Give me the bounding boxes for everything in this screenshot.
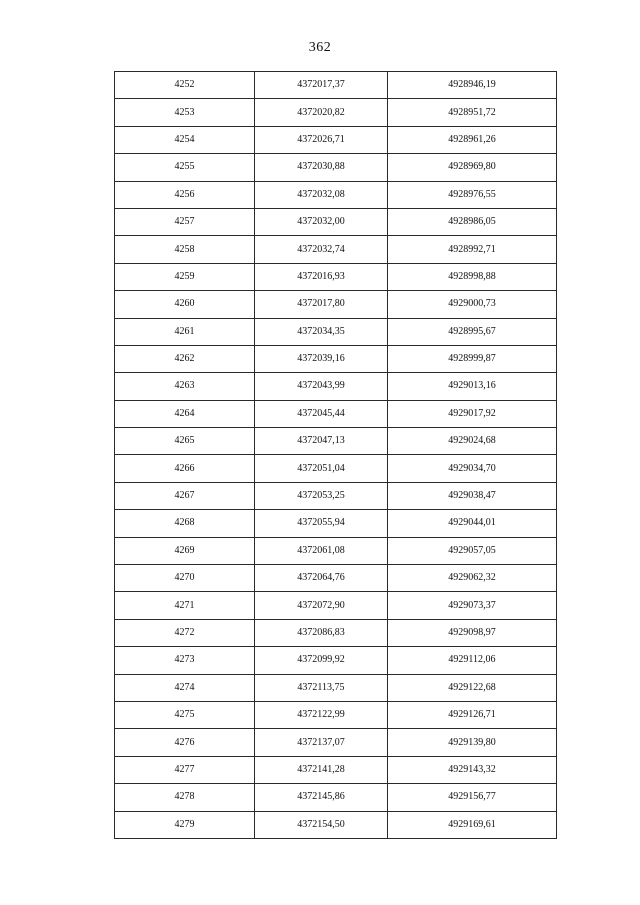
point-number-cell: 4269 (115, 537, 255, 564)
y-coordinate-cell: 4929038,47 (388, 482, 557, 509)
table-row (115, 565, 557, 592)
table-body (115, 72, 557, 839)
y-coordinate-cell: 4929034,70 (388, 455, 557, 482)
table-row (115, 400, 557, 427)
point-number-cell: 4260 (115, 291, 255, 318)
point-number-cell: 4266 (115, 455, 255, 482)
point-number-cell: 4268 (115, 510, 255, 537)
point-number-cell: 4264 (115, 400, 255, 427)
x-coordinate-cell: 4372099,92 (255, 647, 388, 674)
x-coordinate-cell: 4372072,90 (255, 592, 388, 619)
point-number-cell: 4267 (115, 482, 255, 509)
x-coordinate-cell: 4372145,86 (255, 784, 388, 811)
table-row (115, 428, 557, 455)
x-coordinate-cell: 4372154,50 (255, 811, 388, 838)
y-coordinate-cell: 4929062,32 (388, 565, 557, 592)
point-number-cell: 4270 (115, 565, 255, 592)
point-number-cell: 4278 (115, 784, 255, 811)
y-coordinate-cell: 4929139,80 (388, 729, 557, 756)
point-number-cell: 4261 (115, 318, 255, 345)
x-coordinate-cell: 4372064,76 (255, 565, 388, 592)
x-coordinate-cell: 4372113,75 (255, 674, 388, 701)
y-coordinate-cell: 4929024,68 (388, 428, 557, 455)
x-coordinate-cell: 4372039,16 (255, 345, 388, 372)
point-number-cell: 4263 (115, 373, 255, 400)
y-coordinate-cell: 4929057,05 (388, 537, 557, 564)
x-coordinate-cell: 4372020,82 (255, 99, 388, 126)
y-coordinate-cell: 4928998,88 (388, 263, 557, 290)
table-row (115, 592, 557, 619)
y-coordinate-cell: 4929143,32 (388, 756, 557, 783)
point-number-cell: 4275 (115, 701, 255, 728)
x-coordinate-cell: 4372026,71 (255, 126, 388, 153)
table-row (115, 811, 557, 838)
table-row (115, 236, 557, 263)
point-number-cell: 4256 (115, 181, 255, 208)
table-row (115, 482, 557, 509)
table-row (115, 208, 557, 235)
y-coordinate-cell: 4929017,92 (388, 400, 557, 427)
y-coordinate-cell: 4929044,01 (388, 510, 557, 537)
table-row (115, 619, 557, 646)
point-number-cell: 4273 (115, 647, 255, 674)
y-coordinate-cell: 4928999,87 (388, 345, 557, 372)
y-coordinate-cell: 4928961,26 (388, 126, 557, 153)
y-coordinate-cell: 4929169,61 (388, 811, 557, 838)
x-coordinate-cell: 4372032,00 (255, 208, 388, 235)
y-coordinate-cell: 4929156,77 (388, 784, 557, 811)
x-coordinate-cell: 4372043,99 (255, 373, 388, 400)
point-number-cell: 4274 (115, 674, 255, 701)
table-row (115, 181, 557, 208)
table-row (115, 729, 557, 756)
x-coordinate-cell: 4372016,93 (255, 263, 388, 290)
y-coordinate-cell: 4929122,68 (388, 674, 557, 701)
point-number-cell: 4277 (115, 756, 255, 783)
y-coordinate-cell: 4929126,71 (388, 701, 557, 728)
x-coordinate-cell: 4372017,37 (255, 72, 388, 99)
table-row (115, 537, 557, 564)
x-coordinate-cell: 4372032,74 (255, 236, 388, 263)
point-number-cell: 4253 (115, 99, 255, 126)
page-number: 362 (308, 40, 332, 55)
table-row (115, 373, 557, 400)
x-coordinate-cell: 4372032,08 (255, 181, 388, 208)
x-coordinate-cell: 4372017,80 (255, 291, 388, 318)
point-number-cell: 4272 (115, 619, 255, 646)
table-row (115, 154, 557, 181)
point-number-cell: 4265 (115, 428, 255, 455)
point-number-cell: 4262 (115, 345, 255, 372)
coordinates-table (114, 71, 557, 839)
table-row (115, 291, 557, 318)
table-row (115, 318, 557, 345)
table-row (115, 784, 557, 811)
point-number-cell: 4276 (115, 729, 255, 756)
x-coordinate-cell: 4372053,25 (255, 482, 388, 509)
point-number-cell: 4252 (115, 72, 255, 99)
table-row (115, 263, 557, 290)
table-row (115, 756, 557, 783)
x-coordinate-cell: 4372141,28 (255, 756, 388, 783)
point-number-cell: 4279 (115, 811, 255, 838)
table-row (115, 455, 557, 482)
y-coordinate-cell: 4928951,72 (388, 99, 557, 126)
x-coordinate-cell: 4372122,99 (255, 701, 388, 728)
y-coordinate-cell: 4928986,05 (388, 208, 557, 235)
y-coordinate-cell: 4928992,71 (388, 236, 557, 263)
point-number-cell: 4254 (115, 126, 255, 153)
y-coordinate-cell: 4928969,80 (388, 154, 557, 181)
table-row (115, 510, 557, 537)
point-number-cell: 4258 (115, 236, 255, 263)
x-coordinate-cell: 4372051,04 (255, 455, 388, 482)
y-coordinate-cell: 4929098,97 (388, 619, 557, 646)
y-coordinate-cell: 4929013,16 (388, 373, 557, 400)
table-row (115, 647, 557, 674)
x-coordinate-cell: 4372055,94 (255, 510, 388, 537)
y-coordinate-cell: 4928995,67 (388, 318, 557, 345)
y-coordinate-cell: 4929073,37 (388, 592, 557, 619)
table-row (115, 99, 557, 126)
x-coordinate-cell: 4372030,88 (255, 154, 388, 181)
table-row (115, 674, 557, 701)
y-coordinate-cell: 4929000,73 (388, 291, 557, 318)
x-coordinate-cell: 4372061,08 (255, 537, 388, 564)
table-row (115, 701, 557, 728)
y-coordinate-cell: 4929112,06 (388, 647, 557, 674)
point-number-cell: 4255 (115, 154, 255, 181)
point-number-cell: 4271 (115, 592, 255, 619)
x-coordinate-cell: 4372034,35 (255, 318, 388, 345)
x-coordinate-cell: 4372047,13 (255, 428, 388, 455)
table-row (115, 126, 557, 153)
x-coordinate-cell: 4372045,44 (255, 400, 388, 427)
table-row (115, 72, 557, 99)
x-coordinate-cell: 4372086,83 (255, 619, 388, 646)
point-number-cell: 4259 (115, 263, 255, 290)
table-row (115, 345, 557, 372)
y-coordinate-cell: 4928976,55 (388, 181, 557, 208)
x-coordinate-cell: 4372137,07 (255, 729, 388, 756)
y-coordinate-cell: 4928946,19 (388, 72, 557, 99)
point-number-cell: 4257 (115, 208, 255, 235)
